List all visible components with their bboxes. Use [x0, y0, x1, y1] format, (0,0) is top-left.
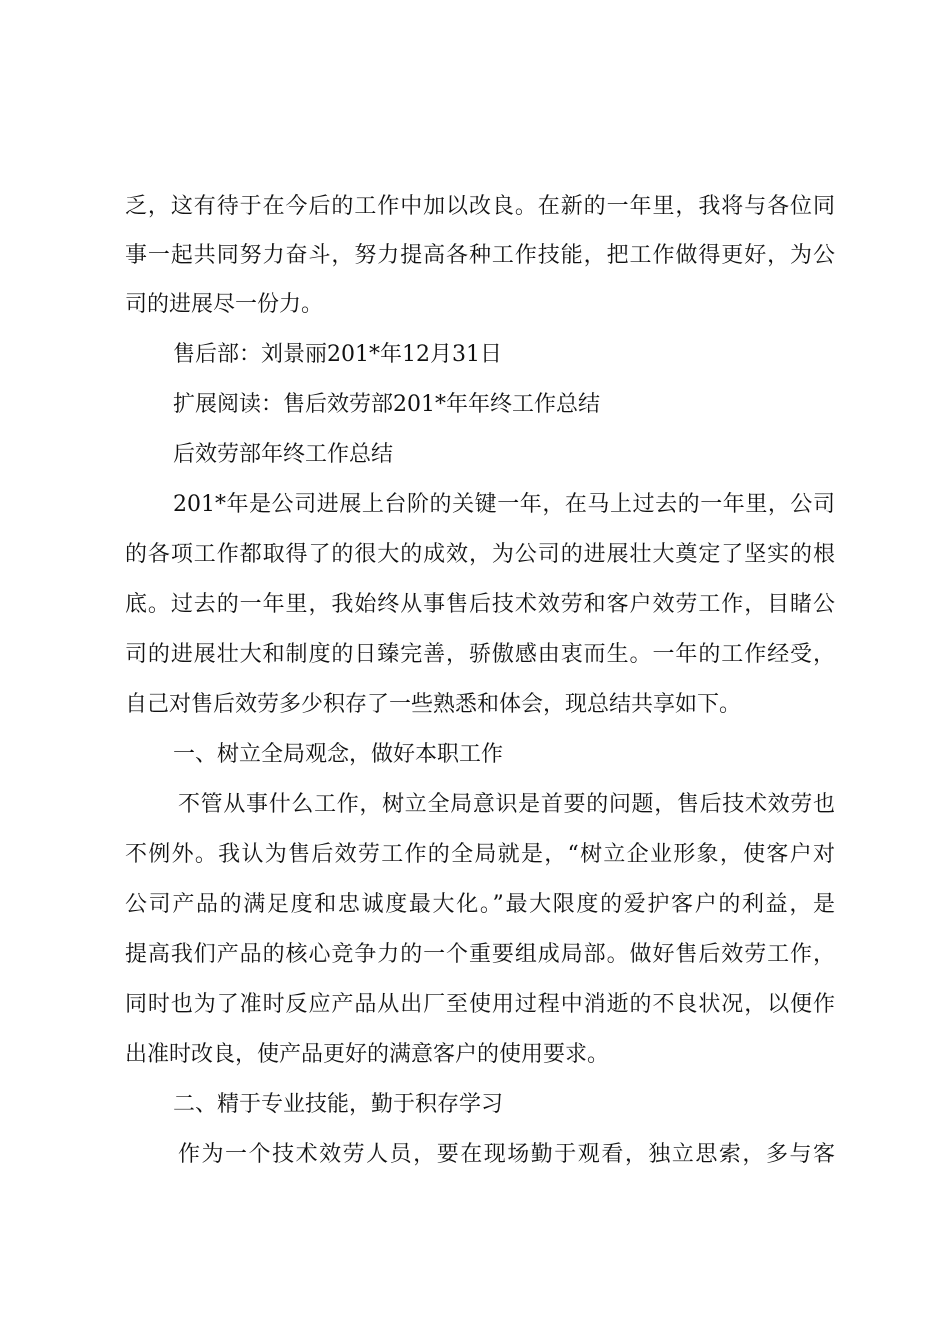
- section-title: 后效劳部年终工作总结: [173, 442, 394, 467]
- text-line: 乏，这有待于在今后的工作中加以改良。在新的一年里，我将与各位同: [125, 194, 835, 219]
- heading-two: 二、精于专业技能，勤于积存学习: [173, 1092, 504, 1117]
- text-line: 不例外。我认为售后效劳工作的全局就是，“树立企业形象，使客户对: [125, 842, 835, 867]
- text-line: 自己对售后效劳多少积存了一些熟悉和体会，现总结共享如下。: [125, 692, 742, 717]
- text-line: 司的进展壮大和制度的日臻完善，骄傲感由衷而生。一年的工作经受，: [125, 642, 835, 667]
- signature-line: 售后部：刘景丽201*年12月31日: [173, 342, 502, 367]
- text-line: 事一起共同努力奋斗，努力提高各种工作技能，把工作做得更好，为公: [125, 243, 835, 268]
- extended-reading-line: 扩展阅读：售后效劳部201*年年终工作总结: [173, 392, 600, 417]
- text-line: 201*年是公司进展上台阶的关键一年，在马上过去的一年里，公司: [173, 492, 835, 517]
- text-line: 不管从事什么工作，树立全局意识是首要的问题，售后技术效劳也: [178, 792, 835, 817]
- text-line: 底。过去的一年里，我始终从事售后技术效劳和客户效劳工作，目睹公: [125, 592, 835, 617]
- text-line: 提高我们产品的核心竞争力的一个重要组成局部。做好售后效劳工作，: [125, 942, 835, 967]
- heading-one: 一、树立全局观念，做好本职工作: [173, 742, 504, 767]
- text-line: 司的进展尽一份力。: [125, 292, 324, 317]
- text-line: 同时也为了准时反应产品从出厂至使用过程中消逝的不良状况，以便作: [125, 992, 835, 1017]
- text-line: 作为一个技术效劳人员，要在现场勤于观看，独立思索，多与客: [178, 1142, 835, 1167]
- text-line: 出准时改良，使产品更好的满意客户的使用要求。: [125, 1042, 610, 1067]
- text-line: 公司产品的满足度和忠诚度最大化。”最大限度的爱护客户的利益，是: [125, 892, 835, 917]
- text-line: 的各项工作都取得了的很大的成效，为公司的进展壮大奠定了坚实的根: [125, 542, 835, 567]
